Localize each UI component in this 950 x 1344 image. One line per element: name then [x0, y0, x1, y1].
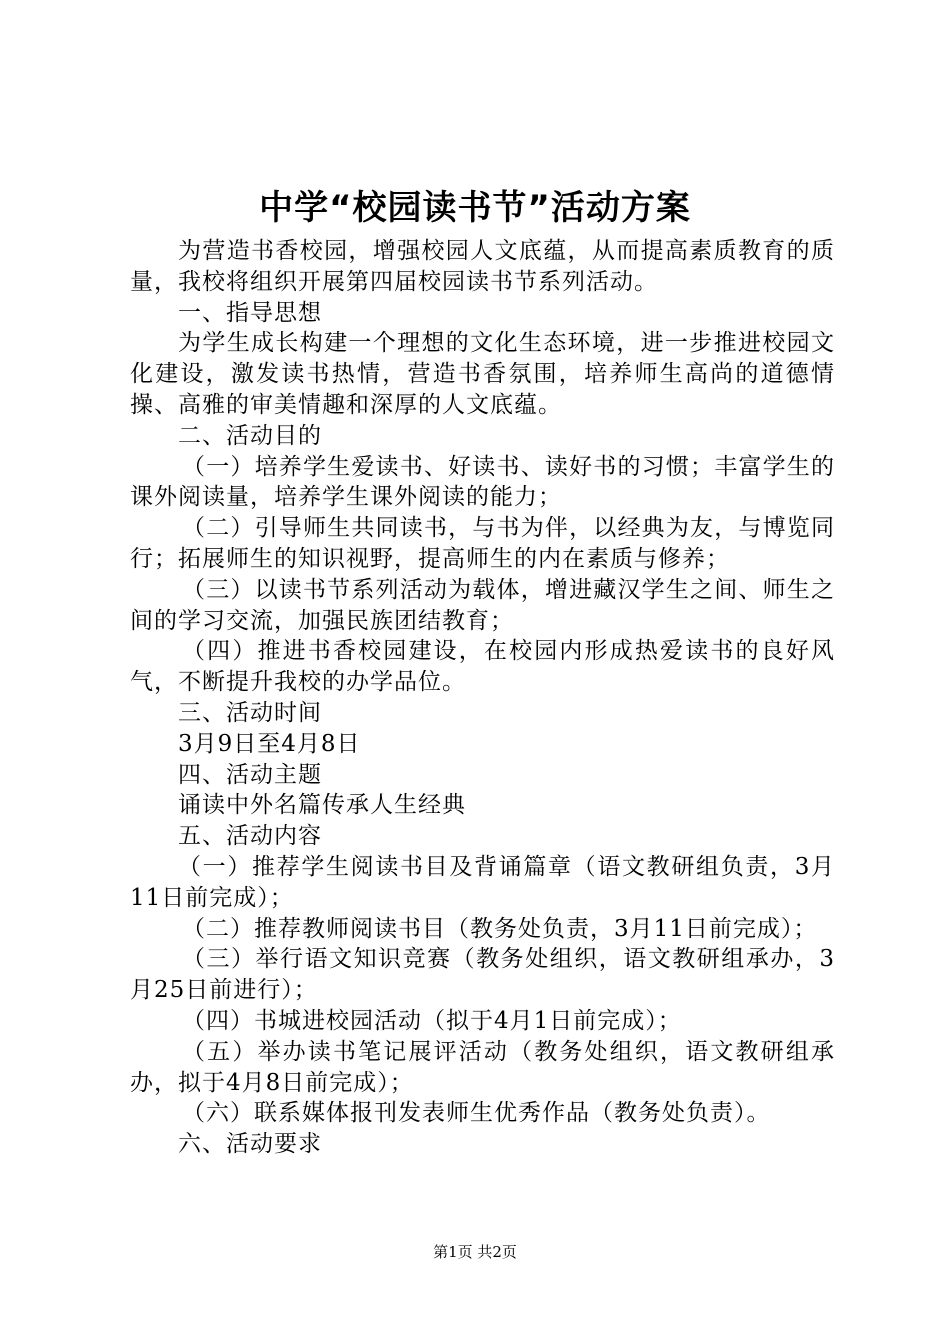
section-heading: 一、指导思想 — [178, 299, 322, 326]
section-heading: 四、活动主题 — [178, 761, 322, 788]
list-item: （六）联系媒体报刊发表师生优秀作品（教务处负责）。 — [182, 1100, 771, 1127]
document-title: 中学“校园读书节”活动方案 — [259, 188, 691, 228]
paragraph: 为学生成长构建一个理想的文化生态环境，进一步推进校园文化建设，激发读书热情，营造书香氛围，培养师生高尚的道德情操、高雅的审美情趣和深厚的人文底蕴。 — [130, 330, 835, 418]
paragraph: 3月9日至4月8日 — [178, 730, 361, 757]
list-item: （三）举行语文知识竞赛（教务处组织，语文教研组承办，3月25日前进行）； — [130, 946, 835, 1004]
section-heading: 五、活动内容 — [178, 823, 322, 850]
section-heading: 六、活动要求 — [178, 1131, 322, 1158]
page-footer: 第1页 共2页 — [433, 1243, 517, 1261]
list-item: （五）举办读书笔记展评活动（教务处组织，语文教研组承办，拟于4月8日前完成）； — [130, 1038, 835, 1096]
intro-paragraph: 为营造书香校园，增强校园人文底蕴，从而提高素质教育的质量，我校将组织开展第四届校园读书节系列活动。 — [130, 238, 835, 295]
section-heading: 二、活动目的 — [178, 422, 322, 449]
list-item: （三）以读书节系列活动为载体，增进藏汉学生之间、师生之间的学习交流，加强民族团结教育； — [130, 576, 835, 634]
document-body — [130, 236, 835, 1160]
list-item: （二）推荐教师阅读书目（教务处负责，3月11日前完成）； — [182, 915, 818, 942]
list-item: （二）引导师生共同读书，与书为伴，以经典为友，与博览同行；拓展师生的知识视野，提高师生的内在素质与修养； — [130, 515, 835, 572]
section-heading: 三、活动时间 — [178, 699, 322, 726]
paragraph: 诵读中外名篇传承人生经典 — [178, 792, 466, 819]
list-item: （一）培养学生爱读书、好读书、读好书的习惯；丰富学生的课外阅读量，培养学生课外阅读的能力； — [130, 453, 835, 511]
list-item: （一）推荐学生阅读书目及背诵篇章（语文教研组负责，3月11日前完成）； — [130, 853, 835, 911]
list-item: （四）推进书香校园建设，在校园内形成热爱读书的良好风气，不断提升我校的办学品位。 — [130, 638, 835, 696]
list-item: （四）书城进校园活动（拟于4月1日前完成）； — [182, 1007, 682, 1034]
